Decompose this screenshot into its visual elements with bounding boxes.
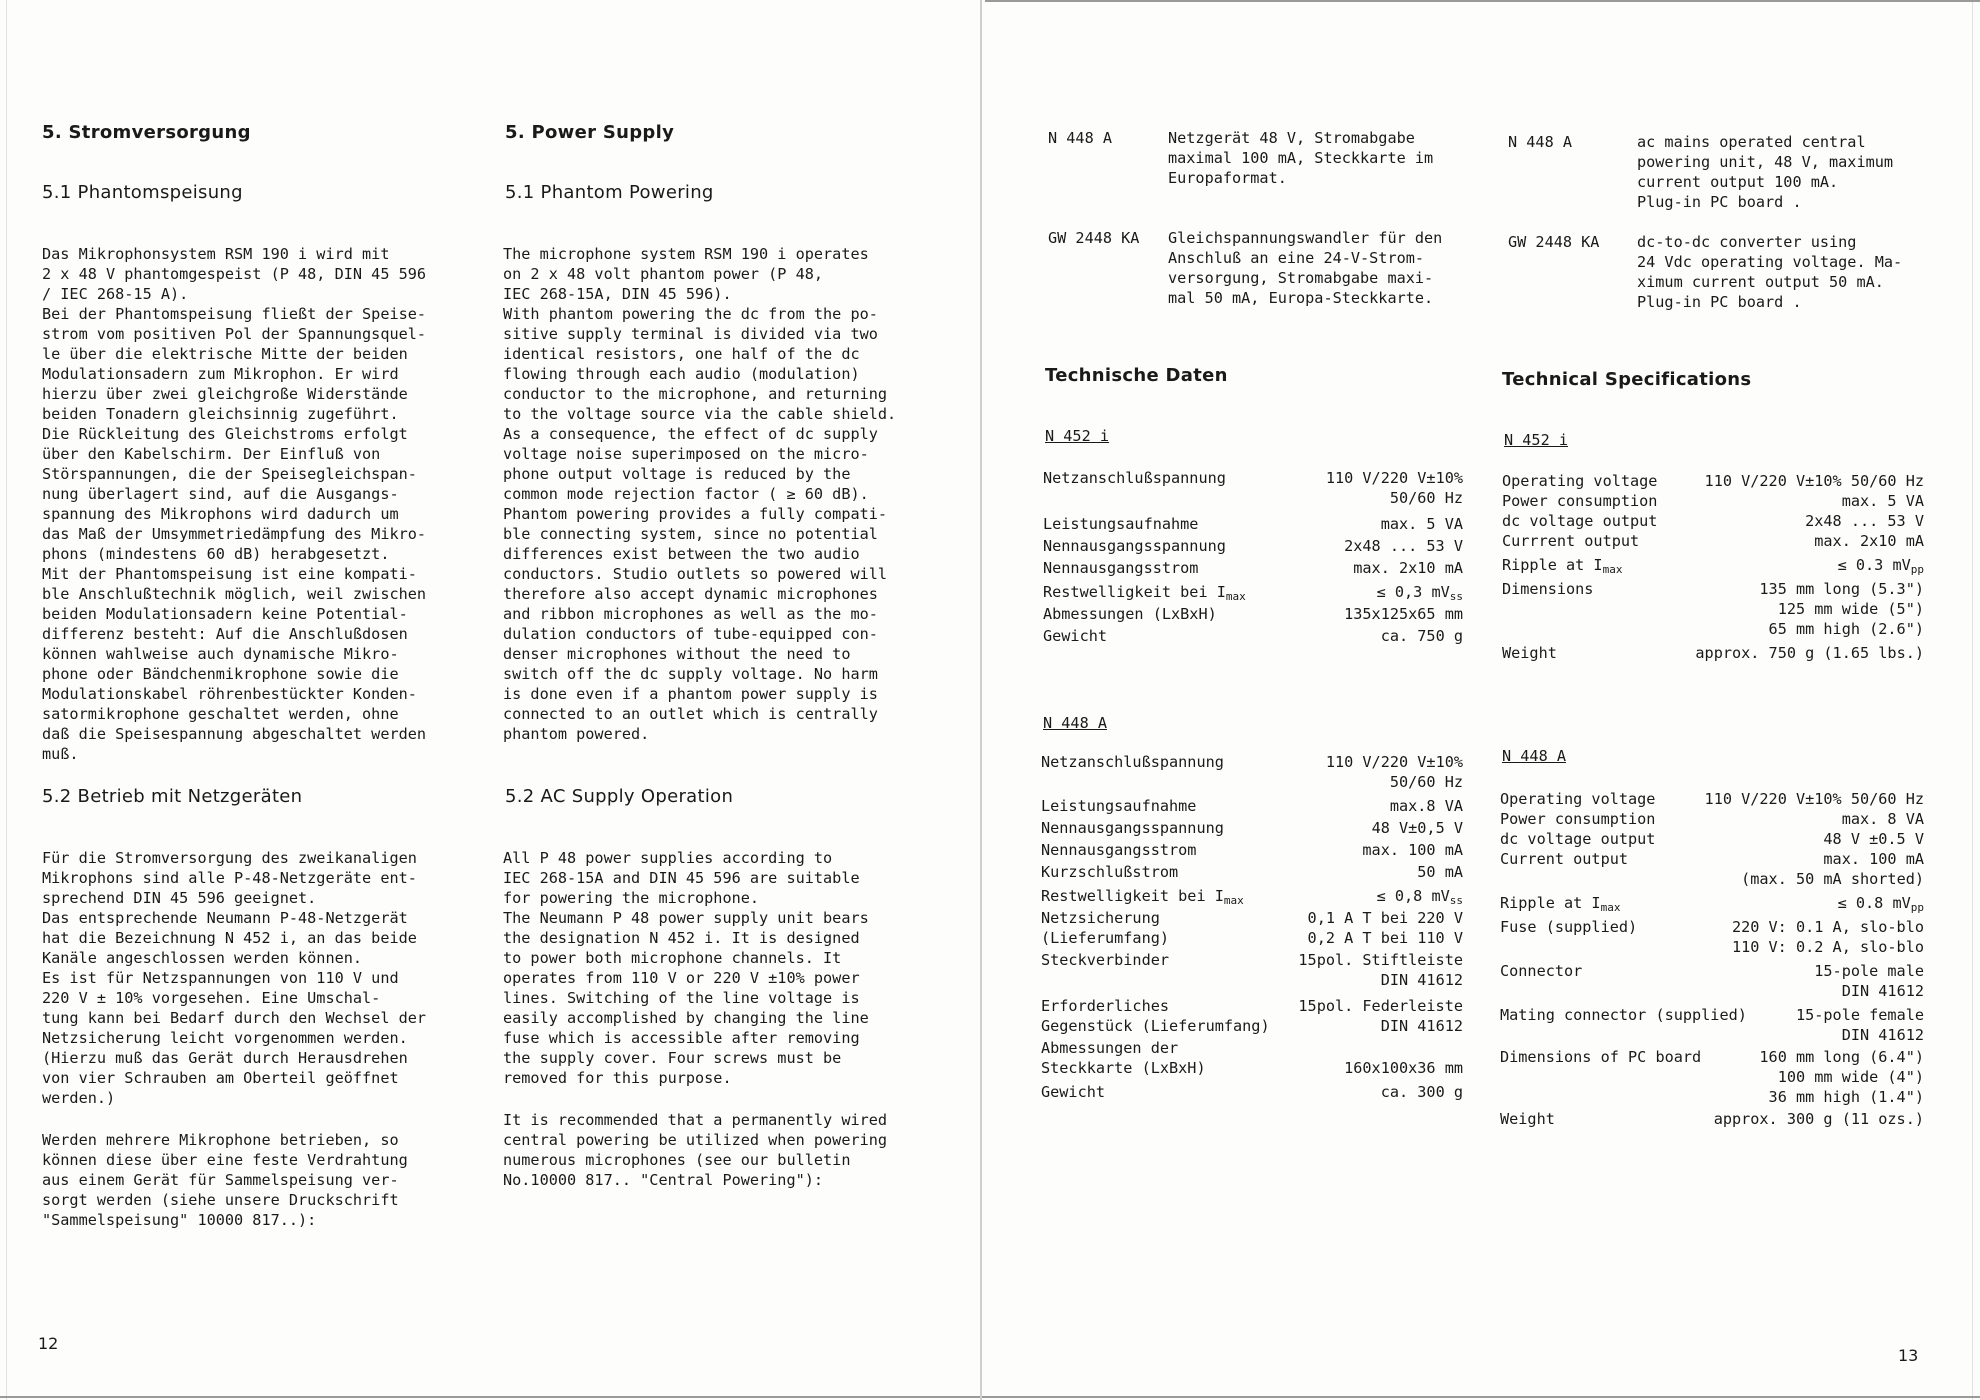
spec-row [1502,471,1924,491]
spec-row [1502,531,1924,551]
spec-value: max. 2x10 mA [1814,532,1924,550]
spec-value-subscript: ss [1449,590,1463,603]
spec-label: Restwelligkeit bei $I_{max}$ [1041,887,1244,907]
spec-label: Kurzschlußstrom [1041,863,1179,881]
spec-row [1043,626,1463,646]
en-heading-5: 5. Power Supply [505,122,675,143]
spec-label: Netzanschlußspannung [1043,469,1226,487]
page-edge-bottom [0,1396,1980,1398]
de-heading-5: 5. Stromversorgung [42,122,251,143]
spec-row [1043,468,1463,508]
en-para-phantom: The microphone system RSM 190 i operates on 2 x 48 volt phantom power (P 48, IEC 268-15A, DIN 45 596). With phantom powering the dc from the po- sitive supply terminal is divided via two identical resistors, one half of the dc flowing through each audio (modulation) conductor to the microphone, and returning to the voltage source via the cable shield. As a consequence, the effect of dc supply voltage noise superimposed on the micro- phone output voltage is reduced by the common mode rejection factor ( ≥ 60 dB). Phantom powering provides a fully compati- ble connecting system, since no potential differences exist between the two audio conductors. Studio outlets so powered will therefore also accept dynamic microphones and ribbon microphones as well as the mo- dulation conductors of tube-equipped con- denser microphones without the need to switch off the dc supply voltage. No harm is done even if a phantom power supply is connected to an outlet which is centrally phantom powered. [503,245,897,743]
spec-label: Connector [1500,962,1583,980]
spec-value: ≤ 0,8 $mV_{ss}$ [1376,887,1463,907]
spec-value: ca. 750 g [1380,627,1463,645]
spec-row [1043,604,1463,624]
spec-row [1500,1047,1924,1107]
spec-label: Erforderliches Gegenstück (Lieferumfang) [1041,997,1270,1035]
spec-label: Restwelligkeit bei $I_{max}$ [1043,583,1246,603]
spec-row [1500,809,1924,829]
spec-value: max. 5 VA [1841,492,1924,510]
spec-value: 48 V±0,5 V [1371,819,1463,837]
spec-value: 110 V/220 V±10% 50/60 Hz [1704,790,1924,808]
en-unit-desc: ac mains operated central powering unit, 48 V, maximum current output 100 mA. Plug-in PC board . [1637,133,1894,211]
spec-value: 15-pole female DIN 41612 [1795,1006,1924,1044]
de-heading-5-2: 5.2 Betrieb mit Netzgeräten [42,786,303,807]
de-heading-5-1: 5.1 Phantomspeisung [42,182,243,203]
spec-row [1502,579,1924,639]
spec-label-subscript: max [1602,563,1623,576]
page-edge-right [1972,0,1973,1400]
spec-row [1500,829,1924,849]
spec-value: 2x48 ... 53 V [1344,537,1463,555]
spec-label: Ripple at $I_{max}$ [1500,894,1621,914]
de-para-ac-supply: Für die Stromversorgung des zweikanaligen Mikrophons sind alle P-48-Netzgeräte ent- sprechend DIN 45 596 geeignet. Das entsprechende Neumann P-48-Netzgerät hat die Bezeichnung N 452 i, an das beide Kanäle angeschlossen werden können. Es ist für Netzspannungen von 110 V und 220 V ± 10% vorgesehen. Eine Umschal- tung kann bei Bedarf durch den Wechsel der Netzsicherung leicht vorgenommen werden. (Hierzu muß das Gerät durch Herausdrehen von vier Schrauben am Oberteil geöffnet werden.) [42,849,427,1107]
spec-value-subscript: ss [1449,894,1463,907]
spec-row [1043,536,1463,556]
de-n448-title: N 448 A [1043,714,1108,732]
spec-value: 135 mm long (5.3") 125 mm wide (5") 65 mm high (2.6") [1759,580,1924,638]
spec-value: 135x125x65 mm [1344,605,1463,623]
en-tech-heading: Technical Specifications [1502,369,1752,390]
spec-label: Nennausgangsspannung [1043,537,1226,555]
spec-value: ≤ 0.8 $mV_{pp}$ [1837,894,1924,914]
spec-label-subscript: max [1225,590,1246,603]
spec-value: approx. 300 g (11 ozs.) [1713,1110,1924,1128]
spec-label: Abmessungen der Steckkarte (LxBxH) [1041,1039,1206,1077]
de-unit-code: GW 2448 KA [1048,229,1140,247]
spec-label: Operating voltage [1502,472,1658,490]
spec-label: Currrent output [1502,532,1640,550]
spec-label: Steckverbinder [1041,951,1170,969]
spec-row [1041,1082,1463,1102]
spec-value: max. 5 VA [1380,515,1463,533]
spec-row [1041,886,1463,906]
spec-row [1502,491,1924,511]
spec-row [1041,796,1463,816]
spec-value: ≤ 0,3 $mV_{ss}$ [1376,583,1463,603]
spec-value: ≤ 0.3 $mV_{pp}$ [1837,556,1924,576]
spec-row [1502,511,1924,531]
spec-label: Fuse (supplied) [1500,918,1638,936]
spec-row [1502,643,1924,663]
spec-label: Power consumption [1502,492,1658,510]
spec-row [1043,514,1463,534]
spec-label: Nennausgangsspannung [1041,819,1224,837]
spec-label: Operating voltage [1500,790,1656,808]
en-n452-title: N 452 i [1504,431,1569,449]
spec-value: 220 V: 0.1 A, slo-blo 110 V: 0.2 A, slo-blo [1731,918,1924,956]
spec-value: 110 V/220 V±10% 50/60 Hz [1325,469,1463,507]
spec-value: 0,1 A T bei 220 V 0,2 A T bei 110 V [1307,909,1463,947]
spec-label: Ripple at $I_{max}$ [1502,556,1623,576]
spec-label: Dimensions of PC board [1500,1048,1702,1066]
spec-value: 160x100x36 mm [1344,1059,1463,1077]
en-unit-code: GW 2448 KA [1508,233,1600,251]
de-tech-heading: Technische Daten [1045,365,1228,386]
spec-row [1500,789,1924,809]
spec-value: max.8 VA [1389,797,1463,815]
spec-value: 15pol. Federleiste DIN 41612 [1298,997,1463,1035]
spec-row [1041,752,1463,792]
spec-value: 160 mm long (6.4") 100 mm wide (4") 36 mm high (1.4") [1759,1048,1924,1106]
de-para-phantom: Das Mikrophonsystem RSM 190 i wird mit 2 x 48 V phantomgespeist (P 48, DIN 45 596 / IEC 268-15 A). Bei der Phantomspeisung fließt der Speise- strom vom positiven Pol der Spannungsquel- le über die elektrische Mitte der beiden Modulationsadern zum Mikrophon. Er wird hierzu über zwei gleichgroße Widerstände beiden Tonadern gleichsinnig zugeführt. Die Rückleitung des Gleichstroms erfolgt über den Kabelschirm. Der Einfluß von Störspannungen, die der Speisegleichspan- nung überlagert sind, auf die Ausgangs- spannung des Mikrophons wird dadurch um das Maß der Umsymmetriedämpfung des Mikro- phons (mindestens 60 dB) herabgesetzt. Mit der Phantomspeisung ist eine kompati- ble Anschlußtechnik möglich, weil zwischen beiden Modulationsadern keine Potential- differenz besteht: Auf die Anschlußdosen können wahlweise auch dynamische Mikro- phone oder Bändchenmikrophone sowie die Modulationskabel röhrenbestückter Konden- satormikrophone geschaltet werden, ohne daß die Speisespannung abgeschaltet werden muß. [42,245,427,763]
spec-row [1500,1109,1924,1129]
spec-label: Netzanschlußspannung [1041,753,1224,771]
en-unit-desc: dc-to-dc converter using 24 Vdc operating voltage. Ma- ximum current output 50 mA. Plug-in PC board . [1637,233,1903,311]
spec-label: Leistungsaufnahme [1043,515,1199,533]
spec-value: 15-pole male DIN 41612 [1814,962,1924,1000]
spec-row [1043,582,1463,602]
spec-row [1043,558,1463,578]
page-gutter [980,0,982,1400]
spec-value: 2x48 ... 53 V [1805,512,1924,530]
spec-label: Dimensions [1502,580,1594,598]
de-unit-desc: Gleichspannungswandler für den Anschluß an eine 24-V-Strom- versorgung, Stromabgabe maxi- mal 50 mA, Europa-Steckkarte. [1168,229,1443,307]
en-heading-5-1: 5.1 Phantom Powering [505,182,714,203]
de-unit-code: N 448 A [1048,129,1113,147]
page-edge-top [985,0,1980,2]
spec-value-subscript: pp [1910,563,1924,576]
spec-label: Netzsicherung (Lieferumfang) [1041,909,1170,947]
spec-row [1041,908,1463,948]
de-unit-desc: Netzgerät 48 V, Stromabgabe maximal 100 mA, Steckkarte im Europaformat. [1168,129,1434,187]
spec-label: Gewicht [1043,627,1108,645]
spec-row [1041,862,1463,882]
spec-value: max. 8 VA [1841,810,1924,828]
spec-row [1041,840,1463,860]
page-number-left: 12 [38,1334,59,1353]
spec-row [1041,818,1463,838]
spec-label-subscript: max [1223,894,1244,907]
spec-label-subscript: max [1600,901,1621,914]
spec-row [1500,849,1924,889]
spec-label: Gewicht [1041,1083,1106,1101]
de-para-central: Werden mehrere Mikrophone betrieben, so können diese über eine feste Verdrahtung aus einem Gerät für Sammelspeisung ver- sorgt werden (siehe unsere Druckschrift "Sammelspeisung" 10000 817..): [42,1131,408,1229]
spec-row [1502,555,1924,575]
spec-row [1041,996,1463,1036]
en-para-central: It is recommended that a permanently wired central powering be utilized when powering numerous microphones (see our bulletin No.10000 817.. "Central Powering"): [503,1111,888,1189]
spec-label: Weight [1502,644,1557,662]
spec-label: Nennausgangsstrom [1043,559,1199,577]
spec-row [1500,961,1924,1001]
en-n448-title: N 448 A [1502,747,1567,765]
spec-value: max. 100 mA [1362,841,1463,859]
spec-label: Nennausgangsstrom [1041,841,1197,859]
spec-value-subscript: pp [1910,901,1924,914]
spec-row [1500,917,1924,957]
spec-value: max. 2x10 mA [1353,559,1463,577]
en-unit-code: N 448 A [1508,133,1573,151]
page-number-right: 13 [1898,1346,1919,1365]
spec-value: 110 V/220 V±10% 50/60 Hz [1704,472,1924,490]
spec-label: Abmessungen (LxBxH) [1043,605,1217,623]
spec-row [1500,893,1924,913]
spec-row [1500,1005,1924,1045]
spec-row [1041,1038,1463,1078]
spec-value: approx. 750 g (1.65 lbs.) [1695,644,1924,662]
spec-label: dc voltage output [1502,512,1658,530]
spec-value: max. 100 mA (max. 50 mA shorted) [1741,850,1924,888]
spec-value: 48 V ±0.5 V [1823,830,1924,848]
page-edge-left [6,0,7,1400]
spec-label: Weight [1500,1110,1555,1128]
spec-value: 110 V/220 V±10% 50/60 Hz [1325,753,1463,791]
spec-label: dc voltage output [1500,830,1656,848]
spec-value: 50 mA [1417,863,1463,881]
en-heading-5-2: 5.2 AC Supply Operation [505,786,734,807]
en-para-ac-supply: All P 48 power supplies according to IEC 268-15A and DIN 45 596 are suitable for powering the microphone. The Neumann P 48 power supply unit bears the designation N 452 i. It is designed to power both microphone channels. It operates from 110 V or 220 V ±10% power lines. Switching of the line voltage is easily accomplished by changing the line fuse which is accessible after removing the supply cover. Four screws must be removed for this purpose. [503,849,869,1087]
spec-label: Current output [1500,850,1629,868]
de-n452-title: N 452 i [1045,427,1110,445]
spec-row [1041,950,1463,990]
spec-label: Power consumption [1500,810,1656,828]
spec-label: Mating connector (supplied) [1500,1006,1747,1024]
spec-label: Leistungsaufnahme [1041,797,1197,815]
spec-value: ca. 300 g [1380,1083,1463,1101]
spec-value: 15pol. Stiftleiste DIN 41612 [1298,951,1463,989]
